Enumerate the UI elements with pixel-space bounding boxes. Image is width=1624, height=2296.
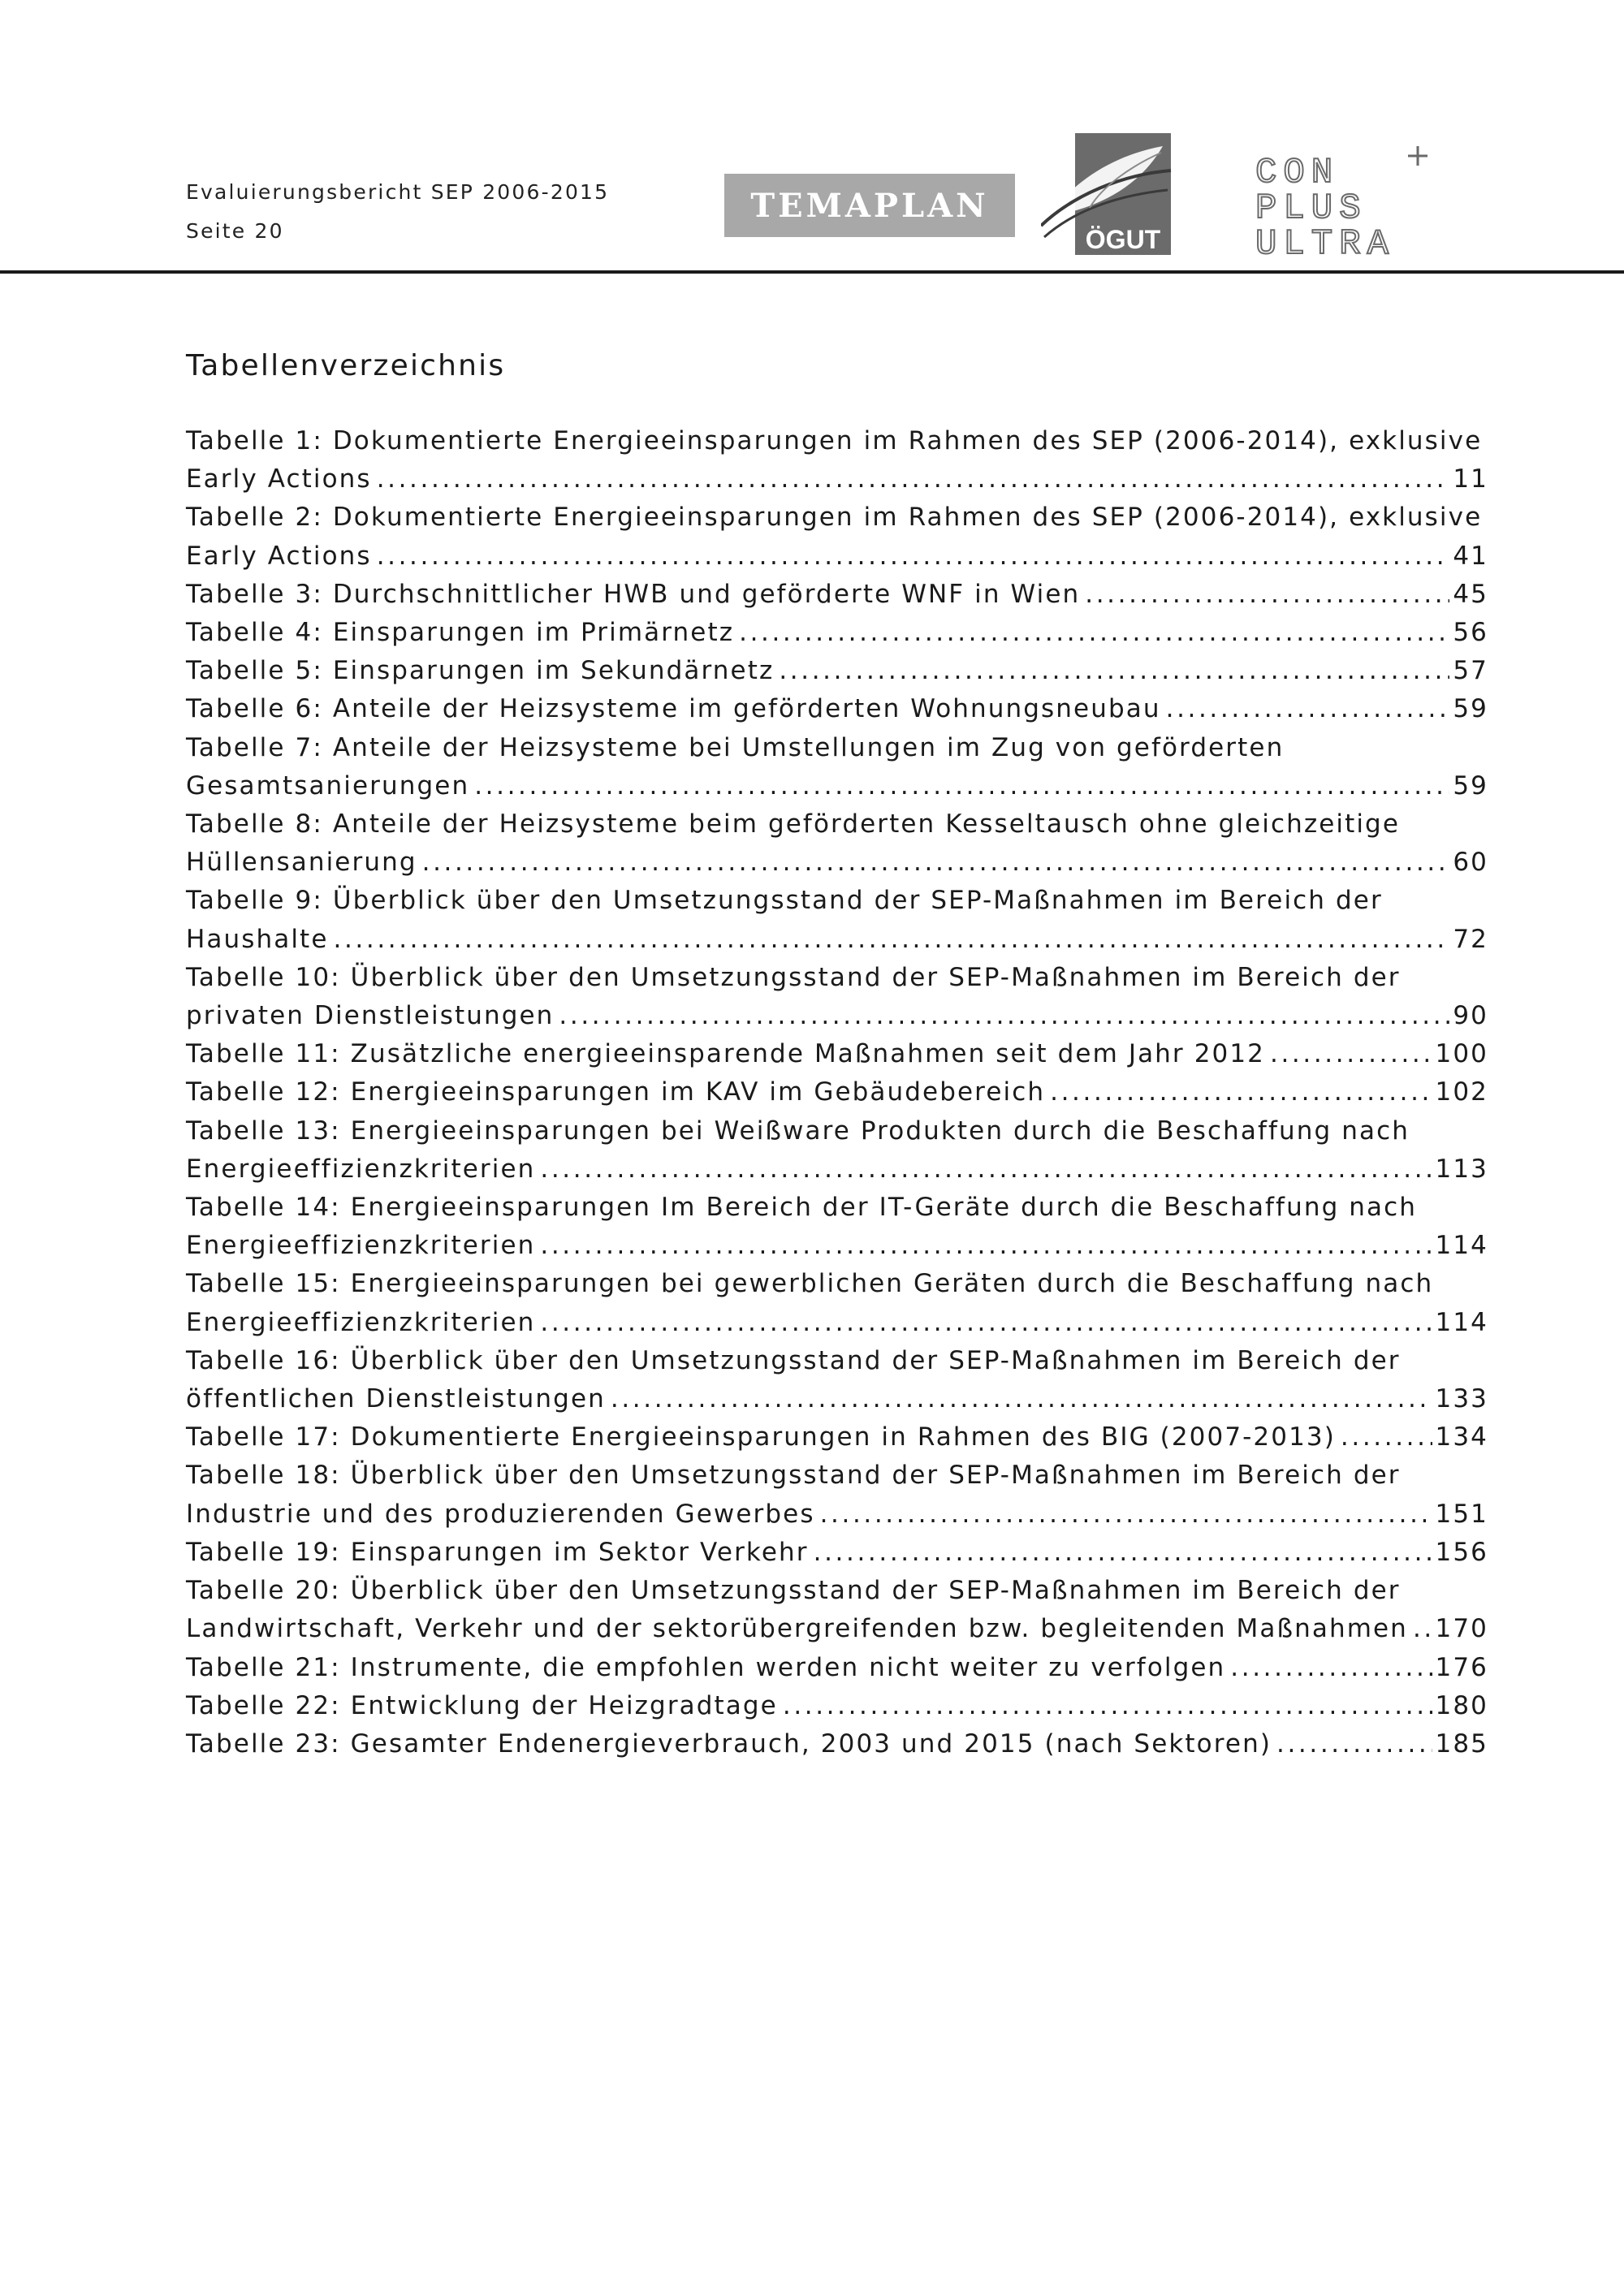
toc-page-number: 176 xyxy=(1435,1652,1488,1682)
toc-entry-title: öffentlichen Dienstleistungen xyxy=(186,1384,606,1414)
toc-entry-last-line xyxy=(186,1495,1488,1534)
toc-entry[interactable] xyxy=(186,1342,1488,1418)
toc-dot-leader xyxy=(540,1150,1432,1189)
toc-entry[interactable] xyxy=(186,1418,1488,1457)
toc-page-number: 134 xyxy=(1435,1422,1488,1452)
toc-entry[interactable] xyxy=(186,1725,1488,1763)
toc-entry-title: Landwirtschaft, Verkehr und der sektorübergreifenden bzw. begleitenden Maßnahmen xyxy=(186,1614,1408,1644)
toc-dot-leader xyxy=(1085,576,1449,614)
toc-dot-leader xyxy=(1413,1610,1432,1648)
toc-entry[interactable] xyxy=(186,422,1488,498)
toc-page-number: 59 xyxy=(1453,770,1488,801)
cpu-logo-line-1: CON xyxy=(1255,153,1340,193)
toc-entry-title-line: Tabelle 8: Anteile der Heizsysteme beim geförderten Kesseltausch ohne gleichzeitige xyxy=(186,809,1401,839)
toc-entry-title: Energieeffizienzkriterien xyxy=(186,1231,536,1261)
toc-entry-last-line xyxy=(186,844,1488,882)
toc-entry-last-line xyxy=(186,1035,1488,1073)
page-number: Seite 20 xyxy=(186,219,284,243)
toc-dot-leader xyxy=(377,460,1450,498)
toc-dot-leader xyxy=(814,1534,1432,1572)
toc-entry[interactable] xyxy=(186,614,1488,652)
toc-entry-title: Haushalte xyxy=(186,924,329,954)
toc-entry-last-line xyxy=(186,1610,1488,1648)
toc-page-number: 180 xyxy=(1435,1690,1488,1720)
toc-page-number: 41 xyxy=(1453,541,1488,571)
toc-entry[interactable] xyxy=(186,1112,1488,1189)
toc-dot-leader xyxy=(1166,690,1450,728)
toc-entry-title: Tabelle 6: Anteile der Heizsysteme im geförderten Wohnungsneubau xyxy=(186,694,1161,724)
toc-entry-last-line xyxy=(186,1227,1488,1265)
toc-page-number: 185 xyxy=(1435,1728,1488,1759)
toc-entry-title: Tabelle 5: Einsparungen im Sekundärnetz xyxy=(186,656,775,686)
toc-entry[interactable] xyxy=(186,1457,1488,1533)
toc-entry[interactable] xyxy=(186,1572,1488,1648)
toc-entry-title: Tabelle 17: Dokumentierte Energieeinsparungen in Rahmen des BIG (2007-2013) xyxy=(186,1422,1336,1452)
toc-entry[interactable] xyxy=(186,882,1488,958)
toc-dot-leader xyxy=(820,1495,1432,1534)
toc-entry-last-line xyxy=(186,1304,1488,1342)
toc-entry-title: Tabelle 22: Entwicklung der Heizgradtage xyxy=(186,1690,778,1720)
toc-entry[interactable] xyxy=(186,959,1488,1035)
toc-entry[interactable] xyxy=(186,729,1488,805)
toc-page-number: 45 xyxy=(1453,579,1488,609)
toc-page-number: 133 xyxy=(1435,1384,1488,1414)
toc-dot-leader xyxy=(1270,1035,1432,1073)
toc-entry-last-line xyxy=(186,1150,1488,1189)
temaplan-logo xyxy=(724,174,1015,237)
toc-dot-leader xyxy=(422,844,1450,882)
toc-entry-last-line xyxy=(186,652,1488,690)
toc-entry[interactable] xyxy=(186,1534,1488,1572)
toc-entry-title: Industrie und des produzierenden Gewerbes xyxy=(186,1499,815,1529)
toc-dot-leader xyxy=(739,614,1449,652)
toc-entry-last-line xyxy=(186,1073,1488,1111)
toc-dot-leader xyxy=(334,921,1450,959)
toc-entry-title: Tabelle 4: Einsparungen im Primärnetz xyxy=(186,618,735,648)
toc-entry-last-line xyxy=(186,1380,1488,1418)
toc-dot-leader xyxy=(611,1380,1432,1418)
toc-page-number: 57 xyxy=(1453,656,1488,686)
toc-entry-last-line xyxy=(186,537,1488,576)
toc-entry[interactable] xyxy=(186,1073,1488,1111)
toc-entry[interactable] xyxy=(186,498,1488,575)
toc-dot-leader xyxy=(540,1227,1432,1265)
cpu-logo-plus: + xyxy=(1437,154,1438,155)
toc-entry-title: Early Actions xyxy=(186,464,372,494)
toc-entry-last-line xyxy=(186,1649,1488,1687)
report-title: Evaluierungsbericht SEP 2006-2015 xyxy=(186,180,610,204)
toc-entry-last-line xyxy=(186,576,1488,614)
toc-entry-title: Energieeffizienzkriterien xyxy=(186,1307,536,1337)
toc-dot-leader xyxy=(783,1687,1432,1725)
toc-entry-title-line: Tabelle 2: Dokumentierte Energieeinsparungen im Rahmen des SEP (2006-2014), exklusive xyxy=(186,503,1483,533)
toc-entry[interactable] xyxy=(186,805,1488,882)
toc-page-number: 11 xyxy=(1453,464,1488,494)
toc-entry-last-line xyxy=(186,1687,1488,1725)
section-heading: Tabellenverzeichnis xyxy=(186,349,506,382)
toc-entry-last-line xyxy=(186,767,1488,805)
toc-entry[interactable] xyxy=(186,652,1488,690)
toc-page-number: 156 xyxy=(1435,1537,1488,1567)
toc-entry[interactable] xyxy=(186,1649,1488,1687)
ogut-logo xyxy=(1041,130,1177,260)
cpu-logo-line-3: ULTRA xyxy=(1255,224,1396,260)
toc-page-number: 100 xyxy=(1435,1039,1488,1069)
toc-entry-title-line: Tabelle 9: Überblick über den Umsetzungsstand der SEP-Maßnahmen im Bereich der xyxy=(186,886,1383,916)
cpu-logo-line-2: PLUS xyxy=(1255,188,1367,229)
toc-page-number: 114 xyxy=(1435,1307,1488,1337)
toc-dot-leader xyxy=(779,652,1449,690)
header-divider xyxy=(0,270,1624,274)
toc-entry-title: Tabelle 23: Gesamter Endenergieverbrauch, 2003 und 2015 (nach Sektoren) xyxy=(186,1728,1272,1759)
toc-entry-last-line xyxy=(186,614,1488,652)
toc-entry-title: Hüllensanierung xyxy=(186,848,417,878)
toc-entry-last-line xyxy=(186,1725,1488,1763)
toc-entry-title: Early Actions xyxy=(186,541,372,571)
toc-entry-last-line xyxy=(186,690,1488,728)
toc-entry-title-line: Tabelle 13: Energieeinsparungen bei Weißware Produkten durch die Beschaffung nach xyxy=(186,1116,1410,1146)
toc-entry[interactable] xyxy=(186,1265,1488,1341)
toc-page-number: 72 xyxy=(1453,924,1488,954)
toc-dot-leader xyxy=(540,1304,1432,1342)
toc-dot-leader xyxy=(474,767,1449,805)
toc-entry-title: Tabelle 21: Instrumente, die empfohlen werden nicht weiter zu verfolgen xyxy=(186,1652,1226,1682)
ogut-logo-text: ÖGUT xyxy=(1085,225,1161,254)
toc-entry-title: privaten Dienstleistungen xyxy=(186,1001,555,1031)
toc-entry[interactable] xyxy=(186,576,1488,614)
toc-page-number: 59 xyxy=(1453,694,1488,724)
toc-page-number: 90 xyxy=(1453,1001,1488,1031)
toc-dot-leader xyxy=(377,537,1450,576)
toc-page-number: 113 xyxy=(1435,1154,1488,1184)
toc-entry-last-line xyxy=(186,460,1488,498)
toc-page-number: 60 xyxy=(1453,848,1488,878)
toc-entry[interactable] xyxy=(186,1035,1488,1073)
toc-entry-title: Tabelle 12: Energieeinsparungen im KAV im Gebäudebereich xyxy=(186,1077,1046,1107)
toc-dot-leader xyxy=(1050,1073,1432,1111)
toc-dot-leader xyxy=(1230,1649,1432,1687)
toc-entry-title: Tabelle 19: Einsparungen im Sektor Verkehr xyxy=(186,1537,809,1567)
toc-entry[interactable] xyxy=(186,1189,1488,1265)
toc-page-number: 151 xyxy=(1435,1499,1488,1529)
con-plus-ultra-logo xyxy=(1250,138,1453,260)
toc-page-number: 170 xyxy=(1435,1614,1488,1644)
toc-dot-leader xyxy=(1276,1725,1432,1763)
toc-entry-title-line: Tabelle 16: Überblick über den Umsetzungsstand der SEP-Maßnahmen im Bereich der xyxy=(186,1345,1401,1375)
toc-entry-last-line xyxy=(186,1418,1488,1457)
toc-entry-title-line: Tabelle 15: Energieeinsparungen bei gewerblichen Geräten durch die Beschaffung nach xyxy=(186,1269,1434,1299)
toc-page-number: 56 xyxy=(1453,618,1488,648)
toc-dot-leader xyxy=(1341,1418,1432,1457)
toc-entry-title-line: Tabelle 1: Dokumentierte Energieeinsparungen im Rahmen des SEP (2006-2014), exklusive xyxy=(186,426,1483,455)
table-of-contents xyxy=(186,422,1488,1763)
toc-entry-title: Tabelle 11: Zusätzliche energieeinsparende Maßnahmen seit dem Jahr 2012 xyxy=(186,1039,1266,1069)
toc-entry[interactable] xyxy=(186,1687,1488,1725)
toc-page-number: 114 xyxy=(1435,1231,1488,1261)
toc-entry-last-line xyxy=(186,921,1488,959)
toc-entry-title: Gesamtsanierungen xyxy=(186,770,470,801)
toc-entry[interactable] xyxy=(186,690,1488,728)
toc-entry-title-line: Tabelle 18: Überblick über den Umsetzungsstand der SEP-Maßnahmen im Bereich der xyxy=(186,1461,1401,1491)
toc-entry-title-line: Tabelle 10: Überblick über den Umsetzungsstand der SEP-Maßnahmen im Bereich der xyxy=(186,962,1401,992)
toc-entry-title: Tabelle 3: Durchschnittlicher HWB und geförderte WNF in Wien xyxy=(186,579,1081,609)
toc-entry-title: Energieeffizienzkriterien xyxy=(186,1154,536,1184)
toc-dot-leader xyxy=(559,997,1449,1035)
toc-page-number: 102 xyxy=(1435,1077,1488,1107)
toc-entry-title-line: Tabelle 14: Energieeinsparungen Im Bereich der IT-Geräte durch die Beschaffung nach xyxy=(186,1193,1418,1223)
toc-entry-last-line xyxy=(186,997,1488,1035)
temaplan-logo-text: TEMAPLAN xyxy=(750,186,989,225)
toc-entry-last-line xyxy=(186,1534,1488,1572)
toc-entry-title-line: Tabelle 7: Anteile der Heizsysteme bei Umstellungen im Zug von geförderten xyxy=(186,732,1285,762)
toc-entry-title-line: Tabelle 20: Überblick über den Umsetzungsstand der SEP-Maßnahmen im Bereich der xyxy=(186,1576,1401,1606)
